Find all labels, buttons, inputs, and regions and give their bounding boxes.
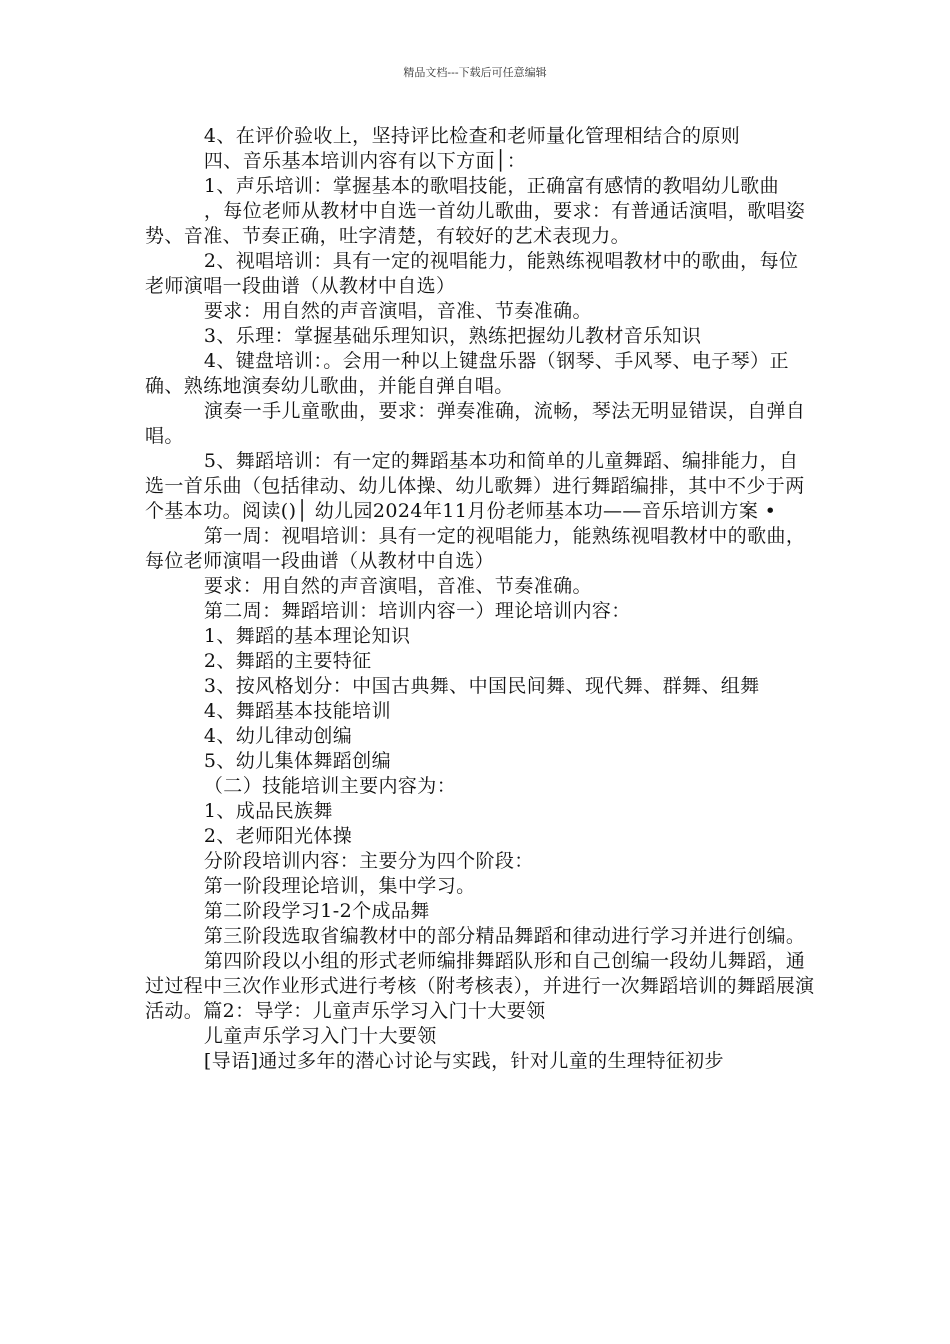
paragraph: 1、成品民族舞 [203, 800, 333, 822]
paragraph: 第一阶段理论培训，集中学习。 [203, 875, 476, 897]
paragraph: 演奏一手儿童歌曲，要求：弹奏准确，流畅，琴法无明显错误，自弹自唱。 [145, 400, 806, 447]
paragraph: 3、乐理：掌握基础乐理知识，熟练把握幼儿教材音乐知识 [203, 325, 702, 347]
paragraph: 1、舞蹈的基本理论知识 [203, 625, 411, 647]
paragraph: 第三阶段选取省编教材中的部分精品舞蹈和律动进行学习并进行创编。 [203, 925, 806, 947]
paragraph: 四、音乐基本培训内容有以下方面│： [203, 150, 527, 172]
paragraph: 儿童声乐学习入门十大要领 [203, 1025, 437, 1047]
paragraph: 第二阶段学习1-2个成品舞 [203, 900, 430, 922]
paragraph: 分阶段培训内容：主要分为四个阶段： [203, 850, 534, 872]
paragraph: 1、声乐培训：掌握基本的歌唱技能，正确富有感情的教唱幼儿歌曲 [203, 175, 779, 197]
paragraph: 5、幼儿集体舞蹈创编 [203, 750, 391, 772]
paragraph: 3、按风格划分：中国古典舞、中国民间舞、现代舞、群舞、组舞 [203, 675, 760, 697]
paragraph: ，每位老师从教材中自选一首幼儿歌曲，要求：有普通话演唱，歌唱姿势、音准、节奏正确，吐字清楚，有较好的艺术表现力。 [145, 200, 806, 247]
paragraph: 2、老师阳光体操 [203, 825, 353, 847]
paragraph: 要求：用自然的声音演唱，音准、节奏准确。 [203, 575, 592, 597]
paragraph: 要求：用自然的声音演唱，音准、节奏准确。 [203, 300, 592, 322]
paragraph: 5、舞蹈培训：有一定的舞蹈基本功和简单的儿童舞蹈、编排能力，自选一首乐曲（包括律动、幼儿体操、幼儿歌舞）进行舞蹈编排，其中不少于两个基本功。阅读()│ 幼儿园2024年11月份老师基本功——音乐培训方案 • [145, 450, 805, 522]
paragraph: 第一周：视唱培训：具有一定的视唱能力，能熟练视唱教材中的歌曲，每位老师演唱一段曲谱（从教材中自选） [145, 525, 806, 572]
paragraph: 2、舞蹈的主要特征 [203, 650, 372, 672]
paragraph: 4、舞蹈基本技能培训 [203, 700, 391, 722]
paragraph: 4、幼儿律动创编 [203, 725, 353, 747]
paragraph: （二）技能培训主要内容为： [203, 775, 457, 797]
paragraph: 第四阶段以小组的形式老师编排舞蹈队形和自己创编一段幼儿舞蹈，通过过程中三次作业形式进行考核（附考核表），并进行一次舞蹈培训的舞蹈展演活动。篇2：导学：儿童声乐学习入门十大要领 [145, 950, 815, 1022]
paragraph: 第二周：舞蹈培训：培训内容一）理论培训内容： [203, 600, 631, 622]
page-header: 精品文档---下载后可任意编辑 [403, 66, 547, 79]
document-body [145, 124, 815, 1074]
paragraph: 4、在评价验收上，坚持评比检查和老师量化管理相结合的原则 [203, 125, 741, 147]
paragraph: [导语]通过多年的潜心讨论与实践，针对儿童的生理特征初步 [203, 1050, 724, 1072]
paragraph: 4、键盘培训：。会用一种以上键盘乐器（钢琴、手风琴、电子琴）正确、熟练地演奏幼儿歌曲，并能自弹自唱。 [145, 350, 789, 397]
paragraph: 2、视唱培训：具有一定的视唱能力，能熟练视唱教材中的歌曲，每位老师演唱一段曲谱（从教材中自选） [145, 250, 799, 297]
